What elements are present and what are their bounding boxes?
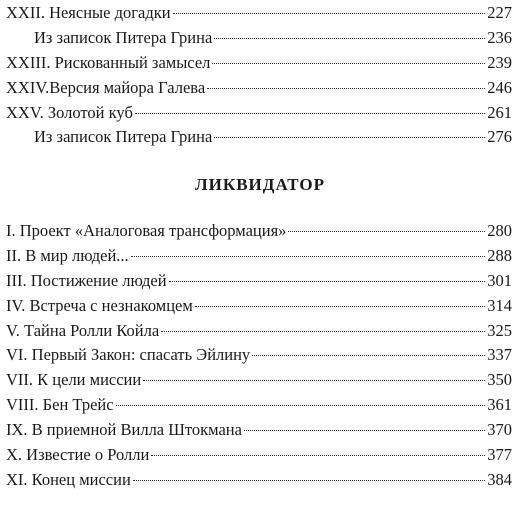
toc-list-part1 (6, 1, 512, 150)
toc-entry (6, 418, 512, 443)
toc-entry-title: II. В мир людей... (6, 245, 129, 265)
toc-entry-title: VIII. Бен Трейс (6, 395, 114, 415)
toc-entry-title: XXIV.Версия майора Галева (6, 77, 206, 97)
toc-entry-title: XXIII. Рискованный замысел (6, 52, 211, 72)
toc-entry-page: 280 (487, 221, 512, 240)
dot-leader (116, 405, 486, 406)
toc-entry (6, 319, 512, 344)
toc-entry-page: 301 (487, 270, 512, 290)
toc-entry-title: VII. К цели миссии (6, 370, 142, 390)
toc-entry-title: VI. Первый Закон: спасать Эйлину (6, 345, 251, 365)
dot-leader (135, 113, 485, 114)
dot-leader (143, 380, 485, 381)
toc-entry (6, 468, 512, 493)
toc-entry-page: 236 (487, 27, 512, 47)
toc-entry-page: 288 (487, 245, 512, 265)
toc-entry (6, 101, 512, 126)
dot-leader (161, 331, 485, 332)
toc-entry-page: 370 (487, 420, 512, 440)
dot-leader (214, 38, 485, 39)
toc-entry-title: XXII. Неясные догадки (6, 3, 171, 22)
toc-entry-page: 239 (487, 52, 512, 72)
toc-entry (6, 244, 512, 269)
toc-entry-page: 350 (487, 370, 512, 390)
toc-entry-page: 314 (487, 295, 512, 315)
toc-entry-page: 261 (487, 102, 512, 122)
toc-entry-page: 227 (487, 3, 512, 22)
dot-leader (173, 13, 486, 14)
toc-entry-page: 361 (487, 395, 512, 415)
toc-entry-page: 337 (487, 345, 512, 365)
toc-entry-title: IX. В приемной Вилла Штокмана (6, 420, 242, 440)
toc-entry-page: 325 (487, 320, 512, 340)
dot-leader (207, 88, 485, 89)
toc-entry (6, 343, 512, 368)
dot-leader (169, 281, 486, 282)
toc-entry (6, 76, 512, 101)
toc-entry (6, 219, 512, 244)
toc-entry-title: Из записок Питера Грина (34, 27, 213, 47)
dot-leader (131, 256, 486, 257)
toc-entry (6, 294, 512, 319)
dot-leader (244, 430, 485, 431)
toc-entry-page: 384 (487, 469, 512, 489)
toc-entry-page: 276 (487, 127, 512, 147)
dot-leader (151, 455, 485, 456)
toc-entry (6, 1, 512, 26)
dot-leader (133, 480, 485, 481)
dot-leader (252, 355, 485, 356)
toc-entry-title: X. Известие о Ролли (6, 445, 150, 465)
dot-leader (214, 137, 485, 138)
dot-leader (195, 306, 485, 307)
toc-entry-title: IV. Встреча с незнакомцем (6, 295, 193, 315)
toc-entry (6, 269, 512, 294)
toc-entry (6, 51, 512, 76)
section-title: ЛИКВИДАТОР (195, 175, 325, 194)
dot-leader (288, 231, 485, 232)
toc-entry (6, 393, 512, 418)
toc-entry-title: XXV. Золотой куб (6, 102, 133, 122)
toc-entry-title: III. Постижение людей (6, 270, 167, 290)
toc-entry-title: Из записок Питера Грина (34, 127, 213, 147)
toc-entry-title: I. Проект «Аналоговая трансформация» (6, 221, 287, 240)
toc-entry-title: XI. Конец миссии (6, 469, 131, 489)
toc-entry-page: 246 (487, 77, 512, 97)
dot-leader (212, 63, 485, 64)
toc-entry-title: V. Тайна Ролли Койла (6, 320, 160, 340)
toc-entry (6, 443, 512, 468)
toc-entry (6, 368, 512, 393)
toc-entry (6, 26, 512, 51)
toc-entry (6, 125, 512, 150)
toc-list-part2 (6, 219, 512, 493)
toc-entry-page: 377 (487, 445, 512, 465)
